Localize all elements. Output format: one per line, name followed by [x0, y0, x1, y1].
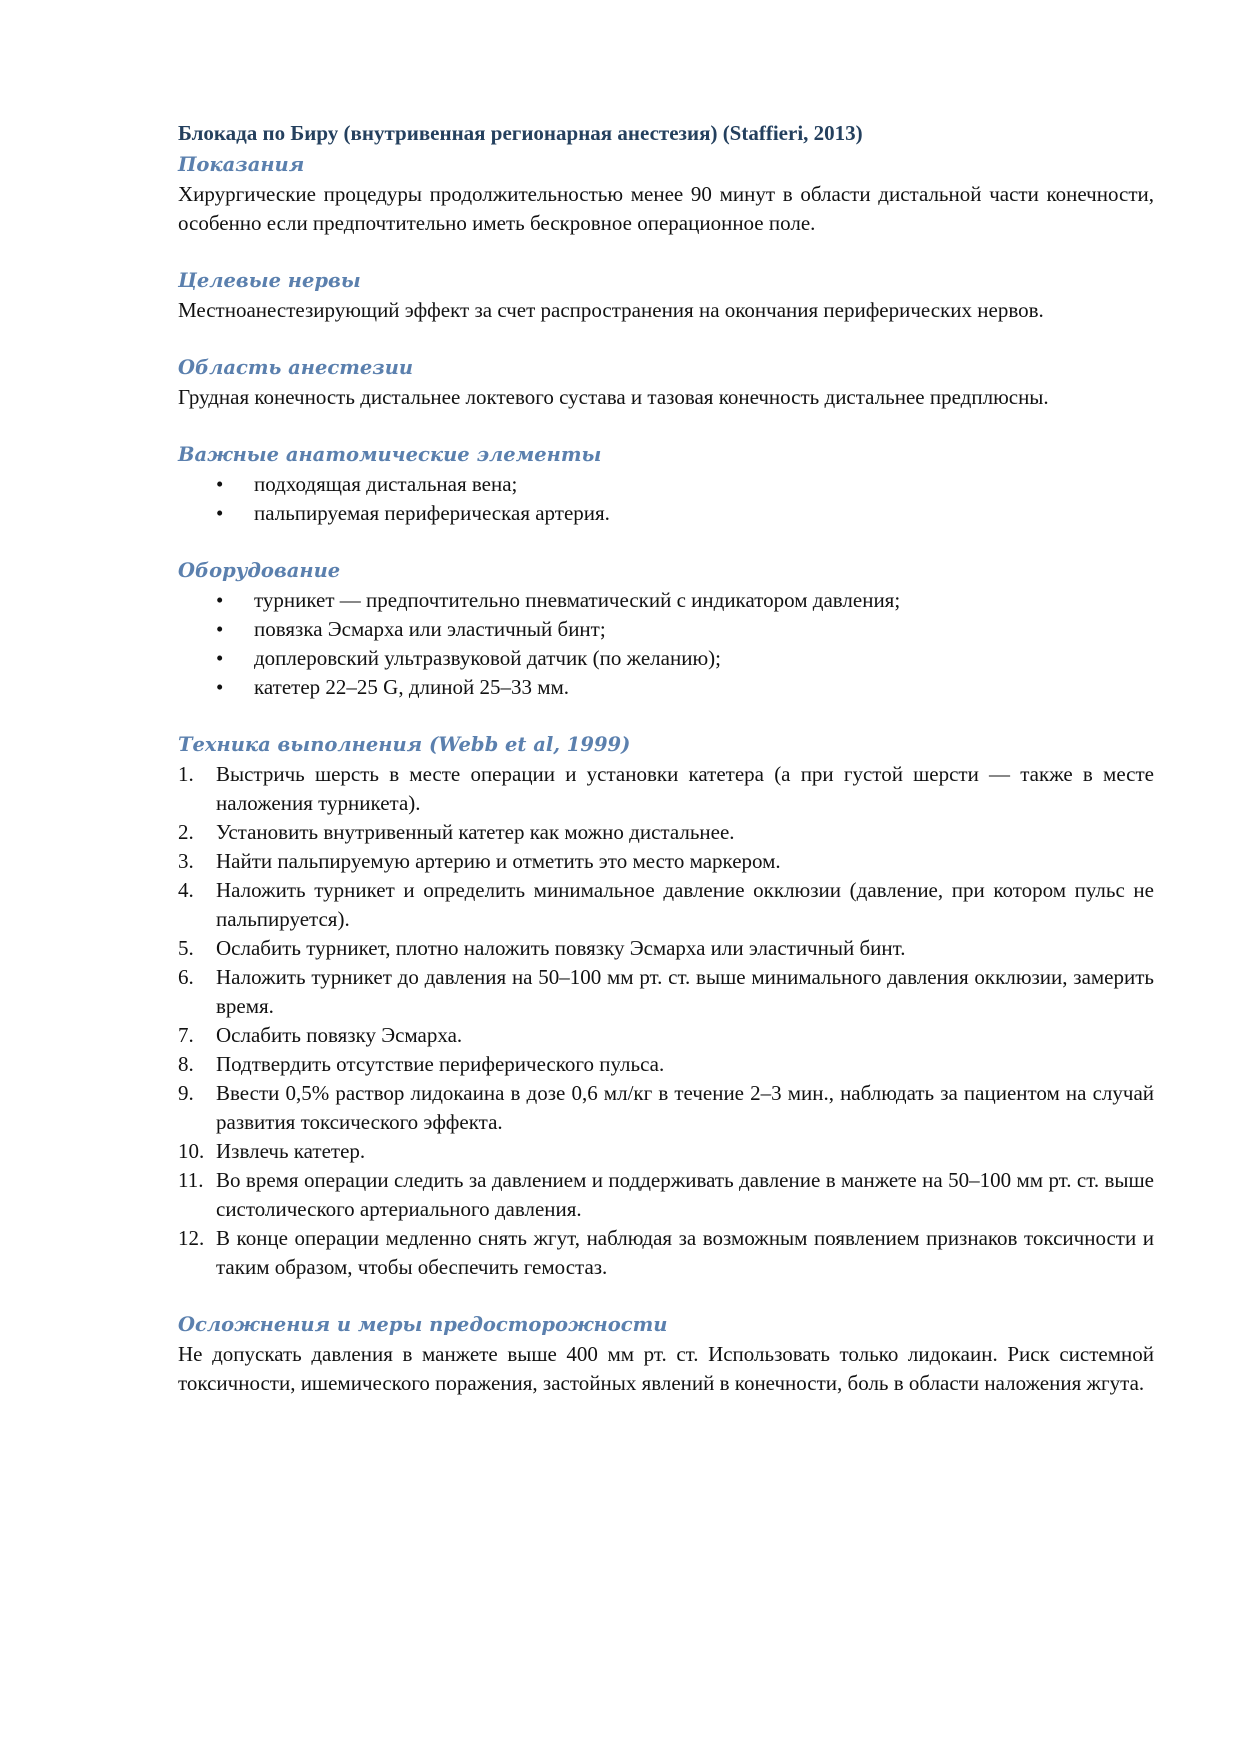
- list-item: • катетер 22–25 G, длиной 25–33 мм.: [216, 673, 1154, 702]
- section-text-target-nerves: Местноанестезирующий эффект за счет распространения на окончания периферических нервов.: [178, 298, 1044, 322]
- step-text: Ослабить повязку Эсмарха.: [216, 1023, 463, 1047]
- step-item: [178, 847, 1154, 876]
- step-item: [178, 876, 1154, 934]
- step-item: [178, 1137, 1154, 1166]
- step-text: Ослабить турникет, плотно наложить повязку Эсмарха или эластичный бинт.: [216, 936, 906, 960]
- section-technique: [178, 730, 1154, 1282]
- step-item: [178, 1079, 1154, 1137]
- step-item: [178, 1050, 1154, 1079]
- step-number: 11.: [178, 1168, 204, 1192]
- section-heading-anatomy: Важные анатомические элементы: [178, 443, 602, 466]
- section-heading-anesthesia-area: Область анестезии: [178, 356, 414, 379]
- step-item: [178, 934, 1154, 963]
- section-text-complications: Не допускать давления в манжете выше 400 мм рт. ст. Использовать только лидокаин. Риск системной токсичности, ишемического поражения, застойных явлений в конечности, боль в области наложения жгута.: [178, 1342, 1154, 1395]
- list-item: • повязка Эсмарха или эластичный бинт;: [216, 615, 1154, 644]
- equipment-list: [178, 586, 1154, 702]
- step-text: Выстричь шерсть в месте операции и установки катетера (а при густой шерсти — также в месте наложения турникета).: [216, 762, 1154, 815]
- section-heading-indications: Показания: [178, 153, 305, 176]
- list-item: • подходящая дистальная вена;: [216, 470, 1154, 499]
- step-item: [178, 963, 1154, 1021]
- section-heading-technique: Техника выполнения (Webb et al, 1999): [178, 733, 631, 756]
- step-item: [178, 1021, 1154, 1050]
- step-number: 10.: [178, 1139, 205, 1163]
- section-heading-complications: Осложнения и меры предосторожности: [178, 1313, 668, 1336]
- step-item: [178, 818, 1154, 847]
- step-text: Во время операции следить за давлением и поддерживать давление в манжете на 50–100 мм рт. ст. выше систолического артериального давления.: [216, 1168, 1154, 1221]
- step-number: 7.: [178, 1023, 194, 1047]
- step-number: 8.: [178, 1052, 194, 1076]
- step-number: 1.: [178, 762, 194, 786]
- step-number: 5.: [178, 936, 194, 960]
- step-text: Найти пальпируемую артерию и отметить это место маркером.: [216, 849, 781, 873]
- section-anatomy: [178, 440, 1154, 528]
- step-text: Наложить турникет и определить минимальное давление окклюзии (давление, при котором пульс не пальпируется).: [216, 878, 1154, 931]
- document-title: Блокада по Биру (внутривенная регионарная анестезия) (Staffieri, 2013): [178, 121, 863, 145]
- section-anesthesia-area: [178, 353, 1154, 412]
- step-number: 12.: [178, 1226, 205, 1250]
- step-item: [178, 760, 1154, 818]
- step-number: 6.: [178, 965, 194, 989]
- step-text: Наложить турникет до давления на 50–100 мм рт. ст. выше минимального давления окклюзии, замерить время.: [216, 965, 1154, 1018]
- step-number: 3.: [178, 849, 194, 873]
- step-text: Установить внутривенный катетер как можно дистальнее.: [216, 820, 735, 844]
- section-complications: [178, 1310, 1154, 1398]
- list-item: • доплеровский ультразвуковой датчик (по желанию);: [216, 644, 1154, 673]
- anatomy-list: [178, 470, 1154, 528]
- section-indications: [178, 150, 1154, 238]
- section-heading-equipment: Оборудование: [178, 559, 341, 582]
- step-text: Ввести 0,5% раствор лидокаина в дозе 0,6 мл/кг в течение 2–3 мин., наблюдать за пациентом на случай развития токсического эффекта.: [216, 1081, 1154, 1134]
- step-text: Подтвердить отсутствие периферического пульса.: [216, 1052, 665, 1076]
- technique-steps-list: [178, 760, 1154, 1282]
- step-number: 4.: [178, 878, 194, 902]
- section-text-anesthesia-area: Грудная конечность дистальнее локтевого сустава и тазовая конечность дистальнее предплюсны.: [178, 385, 1049, 409]
- section-equipment: [178, 556, 1154, 702]
- section-target-nerves: [178, 266, 1154, 325]
- step-number: 2.: [178, 820, 194, 844]
- step-text: В конце операции медленно снять жгут, наблюдая за возможным появлением признаков токсичности и таким образом, чтобы обеспечить гемостаз.: [216, 1226, 1154, 1279]
- section-text-indications: Хирургические процедуры продолжительностью менее 90 минут в области дистальной части конечности, особенно если предпочтительно иметь бескровное операционное поле.: [178, 182, 1154, 235]
- list-item: • турникет — предпочтительно пневматический с индикатором давления;: [216, 586, 1154, 615]
- step-text: Извлечь катетер.: [216, 1139, 366, 1163]
- section-heading-target-nerves: Целевые нервы: [178, 269, 361, 292]
- step-item: [178, 1224, 1154, 1282]
- list-item: • пальпируемая периферическая артерия.: [216, 499, 1154, 528]
- document-page: [178, 118, 1154, 1398]
- step-item: [178, 1166, 1154, 1224]
- step-number: 9.: [178, 1081, 194, 1105]
